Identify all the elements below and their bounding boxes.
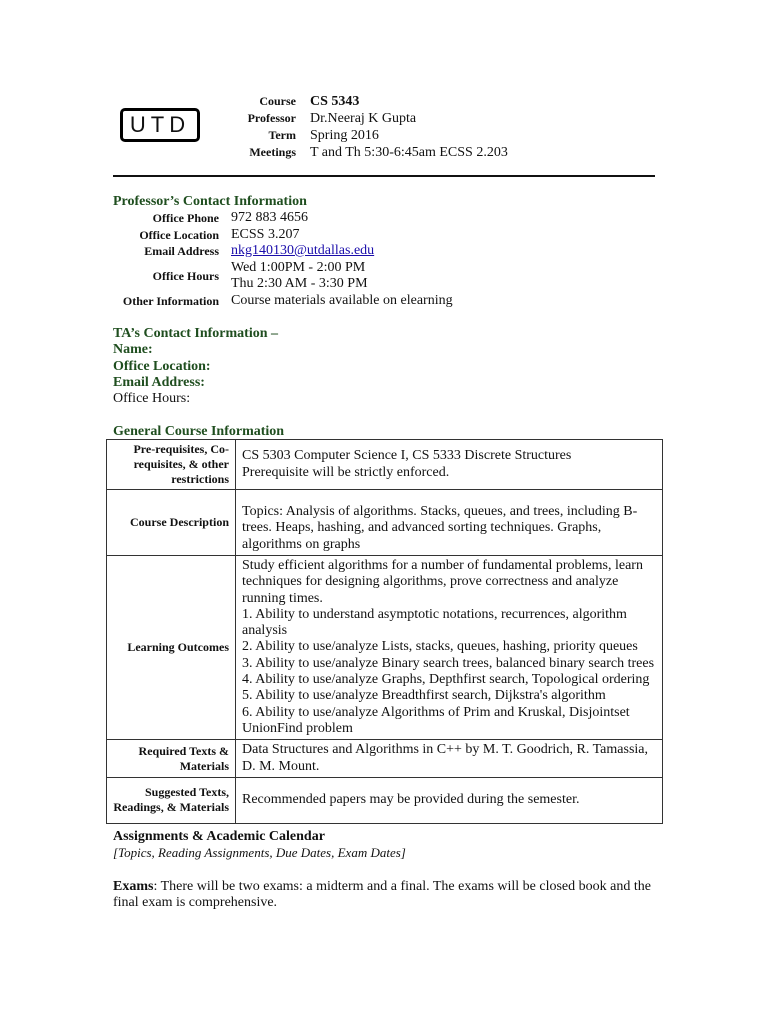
office-location-row [113,227,573,244]
description-label: Course Description [107,490,236,556]
header-label: Professor [247,111,296,125]
assignments-block [113,829,658,911]
outcome-item: 4. Ability to use/analyze Graphs, Depthfirst search, Topological ordering [242,672,650,688]
suggested-texts-value: Recommended papers may be provided during the semester. [236,777,663,823]
general-course-table [106,439,663,824]
suggested-texts-label: Suggested Texts, Readings, & Materials [107,777,236,823]
header-label: Course [259,94,296,108]
exams-label: Exams [113,879,154,894]
general-course-heading: General Course Information [113,424,285,439]
office-hours-line-2: Thu 2:30 AM - 3:30 PM [231,276,368,291]
description-value: Topics: Analysis of algorithms. Stacks, queues, and trees, including B-trees. Heaps, hashing, and advanced sorting techniques. Graphs, algorithms on graphs [236,490,663,556]
other-information-value: Course materials available on elearning [231,292,453,308]
prereq-value [236,440,663,490]
prereq-line-1: CS 5303 Computer Science I, CS 5333 Discrete Structures [242,448,572,464]
office-phone-label: Office Phone [152,211,219,225]
header-row-term [180,127,600,144]
header-value: T and Th 5:30-6:45am ECSS 2.203 [310,145,508,160]
logo-text: UTD [129,112,191,137]
professor-contact-table [113,210,573,309]
prereq-label: Pre-requisites, Co-requisites, & other restrictions [107,440,236,490]
email-label: Email Address [144,244,219,258]
header-row-course [180,93,600,110]
ta-office-location-label: Office Location: [113,358,211,374]
office-hours-line-1: Wed 1:00PM - 2:00 PM [231,259,366,275]
ta-email-label: Email Address: [113,374,205,390]
ta-name-label: Name: [113,342,153,358]
outcomes-value [236,556,663,740]
prereq-row [107,440,663,490]
exams-text: : There will be two exams: a midterm and a final. The exams will be closed book and the final exam is comprehensive. [113,879,651,910]
header-label: Meetings [249,145,296,159]
header-divider [113,175,655,177]
assignments-heading: Assignments & Academic Calendar [113,829,325,844]
outcomes-label: Learning Outcomes [107,556,236,740]
header-label: Term [268,128,296,142]
header-row-professor [180,110,600,127]
ta-office-hours-label: Office Hours: [113,391,191,407]
exams-paragraph [113,879,658,911]
office-location-label: Office Location [139,227,219,242]
course-header [180,93,600,161]
other-information-label: Other Information [122,293,219,308]
suggested-texts-row [107,777,663,823]
ta-contact-heading: TA’s Contact Information – [113,326,279,341]
header-row-meetings [180,144,600,161]
outcome-item: 2. Ability to use/analyze Lists, stacks, queues, hashing, priority queues [242,639,638,655]
professor-contact-heading: Professor’s Contact Information [113,194,307,209]
required-texts-row [107,740,663,778]
required-texts-value: Data Structures and Algorithms in C++ by M. T. Goodrich, R. Tamassia, D. M. Mount. [236,740,663,778]
header-value: CS 5343 [310,94,360,109]
outcomes-row [107,556,663,740]
email-row [113,243,573,260]
header-value: Spring 2016 [310,128,379,143]
email-link[interactable]: nkg140130@utdallas.edu [231,243,375,258]
ta-contact-block [113,326,278,407]
outcome-item: 5. Ability to use/analyze Breadthfirst search, Dijkstra's algorithm [242,688,606,704]
outcomes-intro: Study efficient algorithms for a number of fundamental problems, learn techniques for designing algorithms, prove correctness and analyze running times. [242,558,643,606]
description-row [107,490,663,556]
office-phone-row [113,210,573,227]
outcome-item: 3. Ability to use/analyze Binary search trees, balanced binary search trees [242,655,655,671]
outcome-item: 1. Ability to understand asymptotic notations, recurrences, algorithm analysis [242,606,627,639]
outcome-item: 6. Ability to use/analyze Algorithms of Prim and Kruskal, Disjointset UnionFind problem [242,704,630,736]
prereq-line-2: Prerequisite will be strictly enforced. [242,464,450,480]
required-texts-label: Required Texts & Materials [107,740,236,778]
other-information-row [113,293,573,310]
header-value: Dr.Neeraj K Gupta [310,111,417,126]
office-hours-label: Office Hours [152,268,219,283]
office-location-value: ECSS 3.207 [231,226,300,242]
office-hours-row [113,260,573,293]
office-phone-value: 972 883 4656 [231,210,308,225]
assignments-subheading: [Topics, Reading Assignments, Due Dates, Exam Dates] [113,845,406,860]
